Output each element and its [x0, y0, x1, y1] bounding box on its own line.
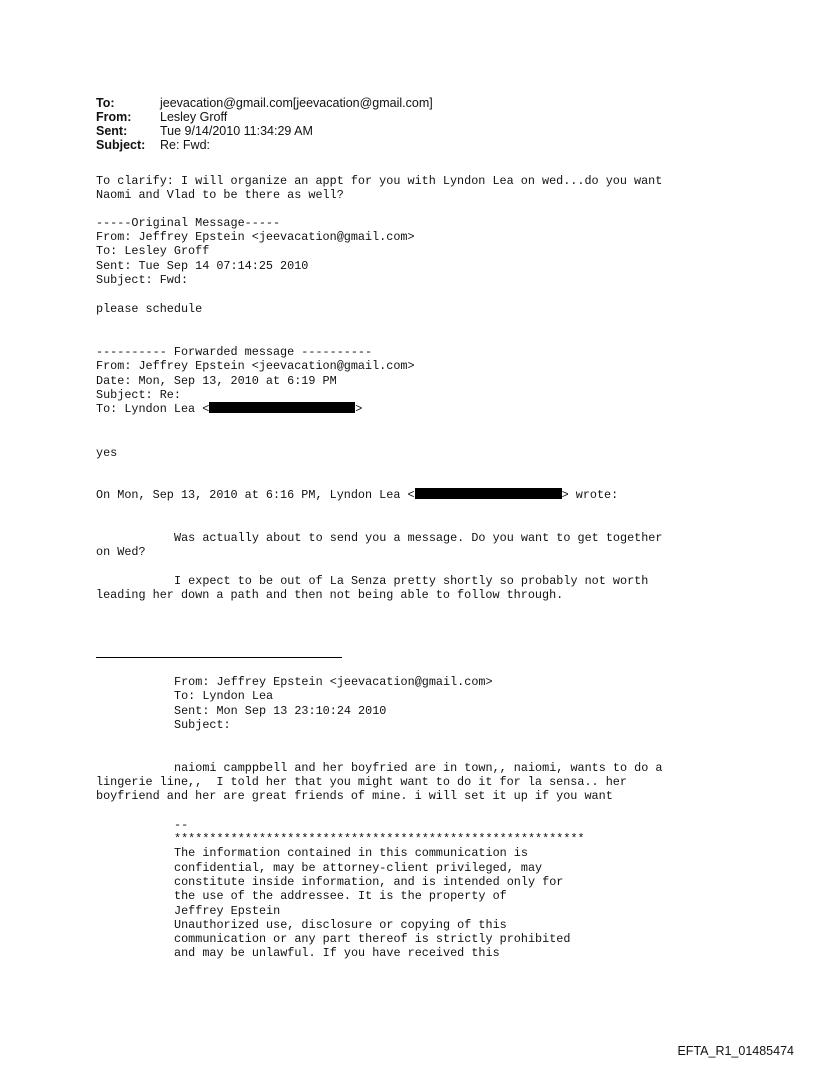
original-subject: Subject: Fwd: — [96, 273, 189, 287]
quoted-sent: Sent: Mon Sep 13 23:10:24 2010 — [174, 704, 387, 718]
disclaimer-line: and may be unlawful. If you have received this — [174, 946, 500, 960]
disclaimer-line: the use of the addressee. It is the property of — [174, 889, 507, 903]
forwarded-to-prefix: To: Lyndon Lea < — [96, 402, 210, 416]
body-line: naiomi camppbell and her boyfried are in town,, naiomi, wants to do a — [174, 761, 663, 775]
quote-separator-line — [96, 657, 342, 658]
forwarded-separator: ---------- Forwarded message ---------- — [96, 345, 373, 359]
forwarded-subject: Subject: Re: — [96, 388, 181, 402]
forwarded-to — [96, 402, 362, 416]
forwarded-from: From: Jeffrey Epstein <jeevacation@gmail.com> — [96, 359, 415, 373]
quote-attribution — [96, 488, 618, 502]
header-from-value: Lesley Groff — [160, 110, 228, 124]
disclaimer-line: confidential, may be attorney-client privileged, may — [174, 861, 543, 875]
body-line: To clarify: I will organize an appt for you with Lyndon Lea on wed...do you want — [96, 174, 663, 188]
body-line: Naomi and Vlad to be there as well? — [96, 188, 344, 202]
quoted-to: To: Lyndon Lea — [174, 689, 274, 703]
header-to-value: jeevacation@gmail.com[jeevacation@gmail.com] — [160, 96, 433, 110]
header-to-label: To: — [96, 96, 115, 110]
disclaimer-line: Jeffrey Epstein — [174, 904, 281, 918]
body-line: Was actually about to send you a message. Do you want to get together — [174, 531, 663, 545]
header-sent-value: Tue 9/14/2010 11:34:29 AM — [160, 124, 313, 138]
body-line: lingerie line,, I told her that you might want to do it for la sensa.. her — [96, 775, 627, 789]
redaction-block — [415, 488, 562, 499]
disclaimer-line: constitute inside information, and is intended only for — [174, 875, 564, 889]
body-line: please schedule — [96, 302, 203, 316]
original-message-separator: -----Original Message----- — [96, 216, 281, 230]
quote-attribution-suffix: > wrote: — [561, 488, 619, 502]
header-from-label: From: — [96, 110, 132, 124]
disclaimer-line: The information contained in this communication is — [174, 846, 528, 860]
email-header — [96, 96, 433, 152]
body-line: yes — [96, 446, 118, 460]
body-line: boyfriend and her are great friends of mine. i will set it up if you want — [96, 789, 613, 803]
document-id: EFTA_R1_01485474 — [677, 1044, 794, 1058]
quote-attribution-prefix: On Mon, Sep 13, 2010 at 6:16 PM, Lyndon Lea < — [96, 488, 415, 502]
original-from: From: Jeffrey Epstein <jeevacation@gmail.com> — [96, 230, 415, 244]
disclaimer-line: Unauthorized use, disclosure or copying of this — [174, 918, 507, 932]
signature-dash: -- — [174, 818, 189, 832]
original-sent: Sent: Tue Sep 14 07:14:25 2010 — [96, 259, 309, 273]
header-from-row — [96, 110, 433, 124]
body-line: I expect to be out of La Senza pretty shortly so probably not worth — [174, 574, 649, 588]
disclaimer-line: communication or any part thereof is strictly prohibited — [174, 932, 571, 946]
body-line: on Wed? — [96, 545, 146, 559]
signature-stars: ********************************************************** — [174, 832, 585, 846]
header-to-row — [96, 96, 433, 110]
quoted-subject: Subject: — [174, 718, 231, 732]
header-subject-label: Subject: — [96, 138, 146, 152]
quoted-from: From: Jeffrey Epstein <jeevacation@gmail.com> — [174, 675, 493, 689]
header-sent-row — [96, 124, 433, 138]
redaction-block — [209, 402, 355, 413]
header-sent-label: Sent: — [96, 124, 128, 138]
original-to: To: Lesley Groff — [96, 244, 210, 258]
header-subject-value: Re: Fwd: — [160, 138, 211, 152]
header-subject-row — [96, 138, 433, 152]
forwarded-date: Date: Mon, Sep 13, 2010 at 6:19 PM — [96, 374, 337, 388]
body-line: leading her down a path and then not being able to follow through. — [96, 588, 564, 602]
forwarded-to-suffix: > — [355, 402, 363, 416]
